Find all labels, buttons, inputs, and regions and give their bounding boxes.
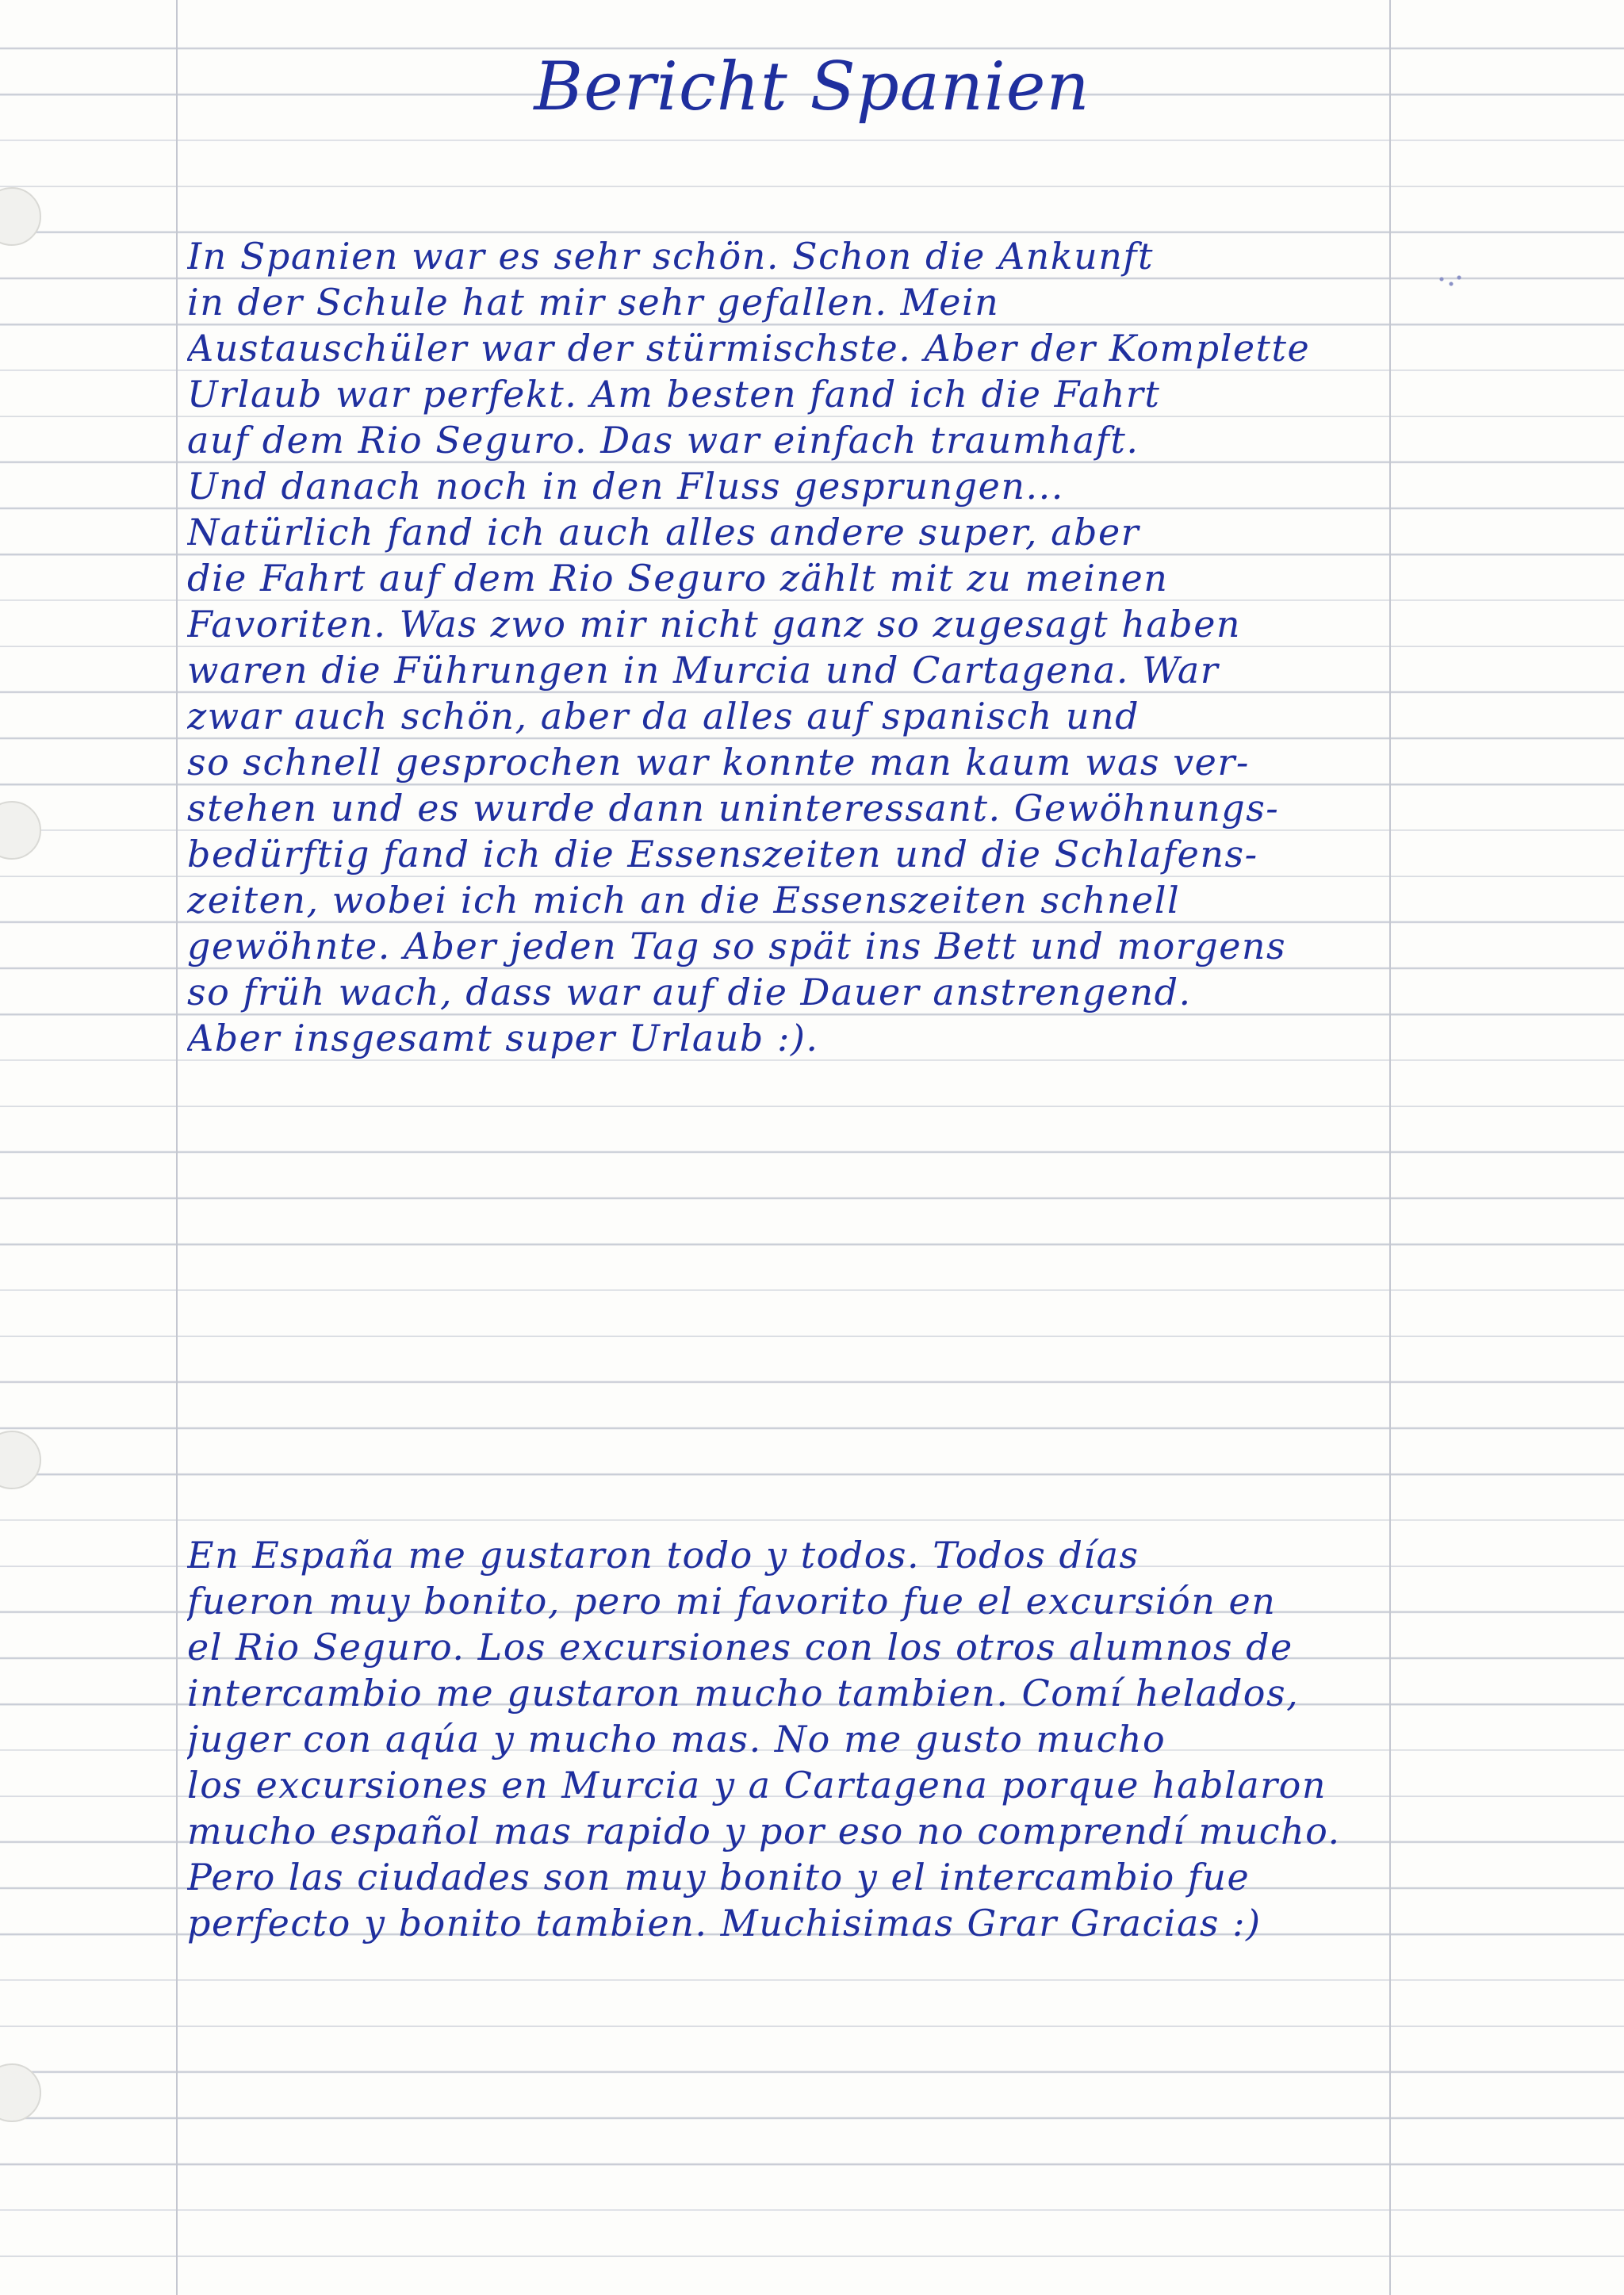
text-line: mucho español mas rapido y por eso no comprendí mucho. (187, 1810, 1341, 1852)
text-line: so schnell gesprochen war konnte man kaum was ver- (187, 741, 1250, 784)
text-line: In Spanien war es sehr schön. Schon die Ankunft (187, 235, 1154, 278)
text-line: zwar auch schön, aber da alles auf spanisch und (187, 695, 1140, 738)
text-line: perfecto y bonito tambien. Muchisimas Grar Gracias :) (187, 1902, 1262, 1944)
text-line: En España me gustaron todo y todos. Todos días (187, 1534, 1139, 1577)
punch-hole-middle-lower (0, 1431, 41, 1489)
text-line: Urlaub war perfekt. Am besten fand ich die Fahrt (187, 373, 1161, 416)
punch-hole-top (0, 187, 41, 246)
text-line: Natürlich fand ich auch alles andere super, aber (187, 511, 1140, 554)
text-line: Pero las ciudades son muy bonito y el intercambio fue (187, 1856, 1251, 1898)
text-line: intercambio me gustaron mucho tambien. Comí helados, (187, 1672, 1300, 1715)
page-title: Bericht Spanien (534, 48, 1090, 125)
text-line: juger con aqúa y mucho mas. No me gusto mucho (187, 1718, 1166, 1761)
left-margin-line (176, 0, 178, 2295)
text-line: bedürftig fand ich die Essenszeiten und die Schlafens- (187, 833, 1258, 875)
text-line: auf dem Rio Seguro. Das war einfach traumhaft. (187, 419, 1139, 462)
text-line: waren die Führungen in Murcia und Cartagena. War (187, 649, 1220, 692)
text-line: los excursiones en Murcia y a Cartagena porque hablaron (187, 1764, 1327, 1806)
right-margin-line (1389, 0, 1391, 2295)
text-line: so früh wach, dass war auf die Dauer anstrengend. (187, 971, 1192, 1013)
text-line: Und danach noch in den Fluss gesprungen... (187, 465, 1064, 508)
text-line: in der Schule hat mir sehr gefallen. Mein (187, 281, 1000, 324)
text-line: Austauschüler war der stürmischste. Aber der Komplette (187, 327, 1311, 370)
text-line: Aber insgesamt super Urlaub :). (187, 1017, 819, 1059)
spanish-report-paragraph (187, 1532, 1377, 1946)
text-line: stehen und es wurde dann uninteressant. Gewöhnungs- (187, 787, 1280, 829)
text-line: zeiten, wobei ich mich an die Essenszeiten schnell (187, 879, 1181, 921)
text-line: die Fahrt auf dem Rio Seguro zählt mit zu meinen (187, 557, 1169, 600)
text-line: Favoriten. Was zwo mir nicht ganz so zugesagt haben (187, 603, 1242, 646)
text-line: gewöhnte. Aber jeden Tag so spät ins Bett und morgens (187, 925, 1287, 967)
ink-smudge (1437, 273, 1465, 290)
punch-hole-middle-upper (0, 801, 41, 860)
punch-hole-bottom (0, 2063, 41, 2122)
german-report-paragraph (187, 233, 1377, 1061)
text-line: fueron muy bonito, pero mi favorito fue el excursión en (187, 1580, 1277, 1623)
text-line: el Rio Seguro. Los excursiones con los otros alumnos de (187, 1626, 1293, 1669)
